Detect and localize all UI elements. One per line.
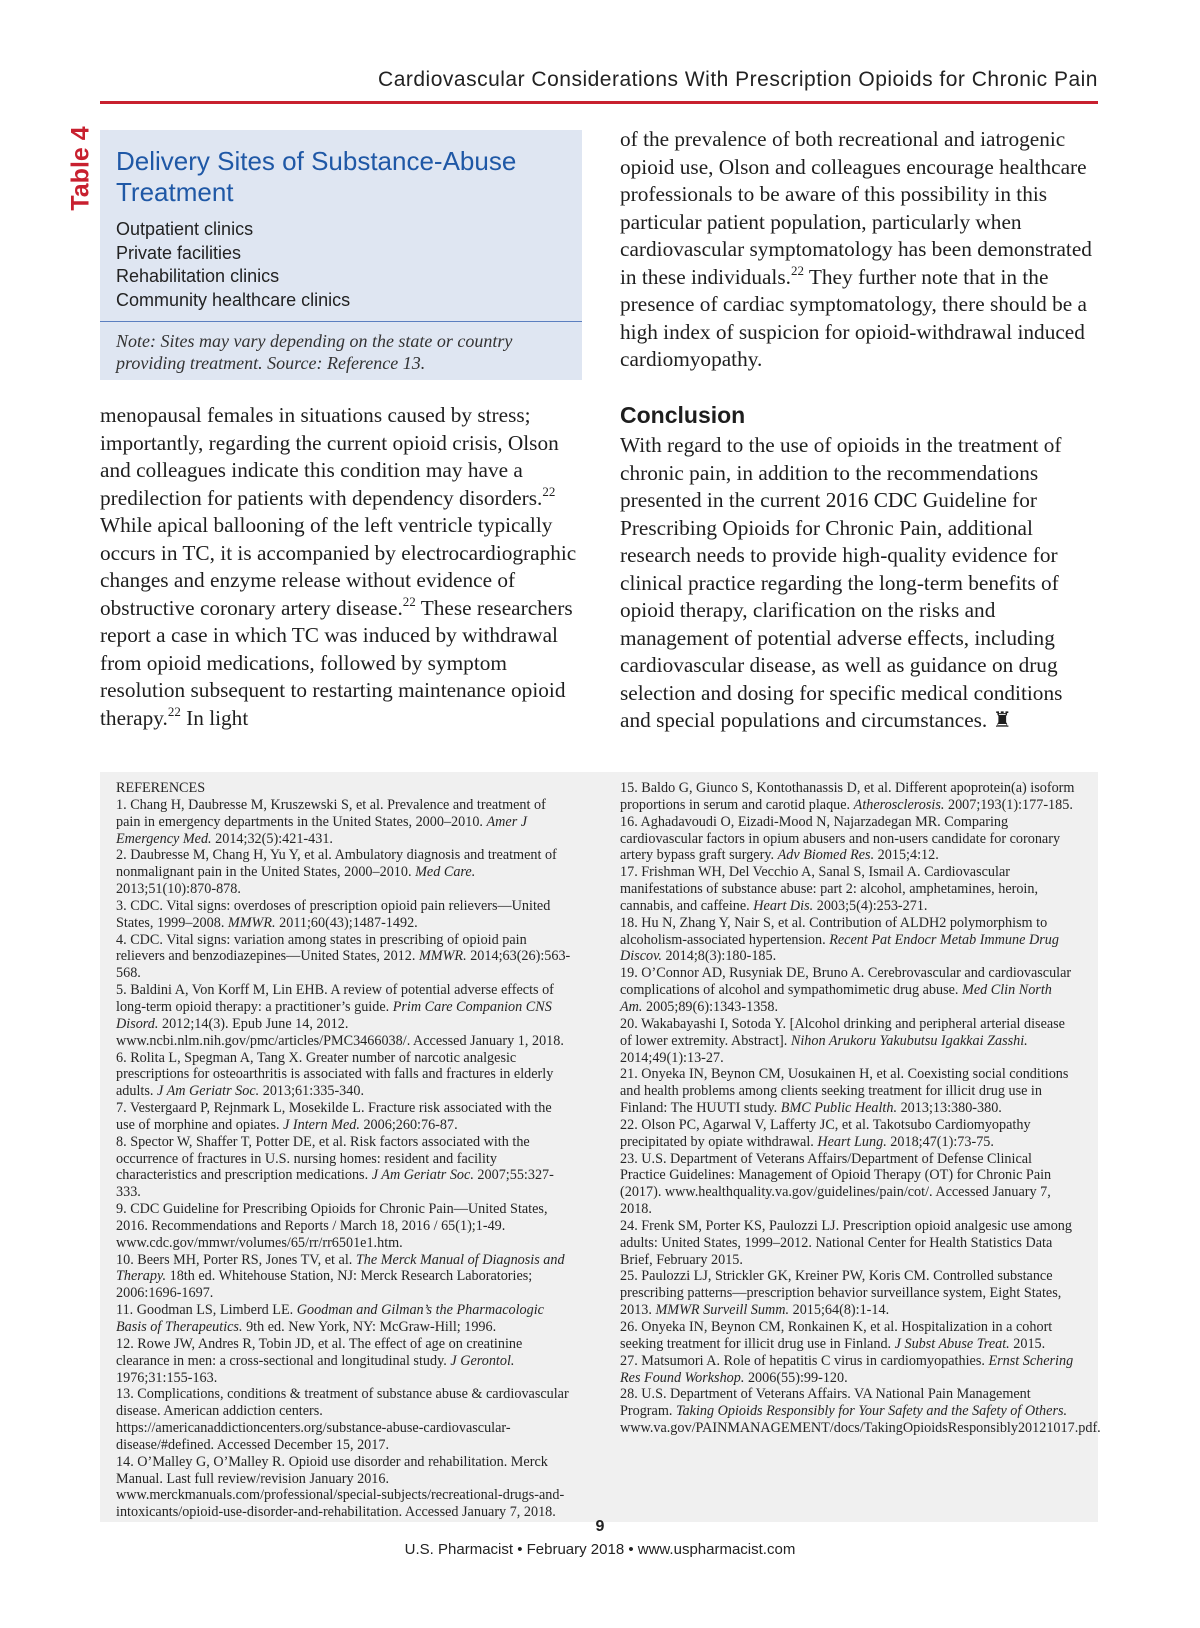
- table-title: Delivery Sites of Substance-Abuse Treatment: [116, 146, 517, 207]
- conclusion-section: [620, 400, 1098, 735]
- reference-entry: 13. Complications, conditions & treatment of substance abuse & cardiovascular disease. American addiction centers. https://americanaddictioncenters.org/substance-abuse-cardiovascular-disease/#defined. Accessed December 15, 2017.: [116, 1386, 569, 1453]
- reference-entry: 4. CDC. Vital signs: variation among states in prescribing of opioid pain relievers and benzodiazepines—United States, 2012. MMWR. 2014;63(26):563-568.: [116, 931, 571, 982]
- reference-entry: 19. O’Connor AD, Rusyniak DE, Bruno A. Cerebrovascular and cardiovascular complications of alcohol and sympathomimetic drug abuse. Med Clin North Am. 2005;89(6):1343-1358.: [620, 965, 1072, 1015]
- reference-entry: 6. Rolita L, Spegman A, Tang X. Greater number of narcotic analgesic prescriptions for osteoarthritis is associated with falls and fractures in elderly adults. J Am Geriatr Soc. 2013;61:335-340.: [116, 1049, 554, 1100]
- citation-superscript: 22: [402, 593, 416, 609]
- table-note: Note: Sites may vary depending on the state or country providing treatment. Source: Reference 13.: [116, 331, 513, 373]
- journal-title: Amer J Emergency Med.: [116, 813, 528, 847]
- journal-title: J Intern Med.: [283, 1116, 360, 1133]
- journal-title: MMWR Surveill Summ.: [655, 1302, 790, 1319]
- journal-title: Goodman and Gilman’s the Pharmacologic Basis of Therapeutics.: [116, 1302, 544, 1335]
- reference-entry: 1. Chang H, Daubresse M, Kruszewski S, et al. Prevalence and treatment of pain in emergency departments in the United States, 2000–2010. Amer J Emergency Med. 2014;32(5):421-431.: [116, 796, 546, 847]
- reference-entry: 9. CDC Guideline for Prescribing Opioids for Chronic Pain—United States, 2016. Recommendations and Reports / March 18, 2016 / 65(1);1-49. www.cdc.gov/mmwr/volumes/65/rr/rr6501e1.htm.: [116, 1201, 548, 1251]
- journal-title: Med Clin North Am.: [620, 982, 1052, 1015]
- references-panel: [100, 772, 1101, 1522]
- journal-title: BMC Public Health.: [780, 1100, 898, 1117]
- header-rule: [100, 101, 1098, 104]
- reference-entry: 16. Aghadavoudi O, Eizadi-Mood N, Najarzadegan MR. Comparing cardiovascular factors in opium abusers and non-users candidate for coronary artery bypass graft surgery. Adv Biomed Res. 2015;4:12.: [620, 813, 1061, 864]
- reference-entry: 14. O’Malley G, O’Malley R. Opioid use disorder and rehabilitation. Merck Manual. Last full review/revision January 2016. www.merckmanuals.com/professional/special-subjects/recreational-drugs-and-intoxicants/opioid-use-disorder-and-rehabilitation. Accessed January 7, 2018.: [116, 1453, 565, 1521]
- references-column-right: [620, 780, 1101, 1437]
- citation-superscript: 22: [167, 703, 181, 719]
- reference-entry: 21. Onyeka IN, Beynon CM, Uosukainen H, et al. Coexisting social conditions and health problems among clients seeking treatment for illicit drug use in Finland: The HUUTI study. BMC Public Health. 2013;13:380-380.: [620, 1066, 1069, 1117]
- journal-title: J Am Geriatr Soc.: [371, 1167, 474, 1184]
- reference-entry: 10. Beers MH, Porter RS, Jones TV, et al. The Merck Manual of Diagnosis and Therapy. 18th ed. Whitehouse Station, NJ: Merck Research Laboratories; 2006:1696-1697.: [116, 1251, 565, 1302]
- running-head: Cardiovascular Considerations With Prescription Opioids for Chronic Pain: [378, 68, 1098, 91]
- table-tag-label: Table 4: [66, 125, 95, 211]
- journal-title: J Gerontol.: [450, 1352, 515, 1369]
- reference-entry: 12. Rowe JW, Andres R, Tobin JD, et al. The effect of age on creatinine clearance in men: a cross-sectional and longitudinal study. J Gerontol. 1976;31:155-163.: [116, 1335, 523, 1386]
- references-column-left: [116, 780, 572, 1521]
- journal-title: Adv Biomed Res.: [777, 847, 875, 864]
- page-number: 9: [595, 1518, 605, 1535]
- reference-entry: 3. CDC. Vital signs: overdoses of prescription opioid pain relievers—United States, 1999–2008. MMWR. 2011;60(43);1487-1492.: [116, 897, 551, 931]
- reference-entry: 23. U.S. Department of Veterans Affairs/Department of Defense Clinical Practice Guidelines: Management of Opioid Therapy (OT) for Chronic Pain (2017). www.healthquality.va.gov/guidelines/pain/cot/. Accessed January 7, 2018.: [620, 1150, 1052, 1218]
- references-list-right: [620, 780, 1101, 1437]
- journal-title: Atherosclerosis.: [853, 796, 945, 813]
- table-list-item: Community healthcare clinics: [116, 289, 351, 310]
- reference-entry: 7. Vestergaard P, Rejnmark L, Mosekilde L. Fracture risk associated with the use of morphine and opiates. J Intern Med. 2006;260:76-87.: [116, 1100, 552, 1133]
- journal-title: Heart Lung.: [817, 1133, 887, 1150]
- reference-entry: 26. Onyeka IN, Beynon CM, Ronkainen K, et al. Hospitalization in a cohort seeking treatment for illicit drug use in Finland. J Subst Abuse Treat. 2015.: [620, 1319, 1053, 1352]
- reference-entry: 25. Paulozzi LJ, Strickler GK, Kreiner PW, Koris CM. Controlled substance prescribing patterns—prescription behavior surveillance system, Eight States, 2013. MMWR Surveill Summ. 2015;64(8):1-14.: [620, 1268, 1062, 1319]
- publication-footer: U.S. Pharmacist • February 2018 • www.uspharmacist.com: [404, 1541, 796, 1558]
- journal-title: Recent Pat Endocr Metab Immune Drug Discov.: [620, 931, 1059, 965]
- conclusion-heading: Conclusion: [620, 402, 746, 428]
- reference-entry: 8. Spector W, Shaffer T, Potter DE, et al. Risk factors associated with the occurrence of fractures in U.S. nursing homes: resident and facility characteristics and prescription medications. J Am Geriatr Soc. 2007;55:327-333.: [116, 1133, 554, 1201]
- reference-entry: 15. Baldo G, Giunco S, Kontothanassis D, et al. Different apoprotein(a) isoform proportions in serum and carotid plaque. Atherosclerosis. 2007;193(1):177-185.: [620, 780, 1075, 813]
- reference-entry: 27. Matsumori A. Role of hepatitis C virus in cardiomyopathies. Ernst Schering Res Found Workshop. 2006(55):99-120.: [620, 1352, 1074, 1386]
- journal-title: MMWR.: [227, 914, 276, 931]
- table-list-item: Private facilities: [116, 242, 242, 263]
- table-list: [116, 218, 350, 312]
- table-tag: [62, 125, 100, 211]
- journal-title: Med Care.: [415, 864, 476, 881]
- body-paragraph-left: menopausal females in situations caused by stress; importantly, regarding the current opioid crisis, Olson and colleagues indicate this condition may have a predilection for patients with dependency disorders.$^{22}$ While apical ballooning of the left ventricle typically occurs in TC, it is accompanied by electrocardiographic changes and enzyme release without evidence of obstructive coronary artery disease.$^{22}$ These researchers report a case in which TC was induced by withdrawal from opioid medications, followed by symptom resolution subsequent to restarting maintenance opioid therapy.$^{22}$ In light: [100, 403, 577, 730]
- journal-title: J Am Geriatr Soc.: [156, 1083, 260, 1100]
- reference-entry: 24. Frenk SM, Porter KS, Paulozzi LJ. Prescription opioid analgesic use among adults: United States, 1999–2012. National Center for Health Statistics Data Brief, February 2015.: [620, 1217, 1072, 1268]
- conclusion-paragraph: With regard to the use of opioids in the treatment of chronic pain, in addition to the recommendations presented in the current 2016 CDC Guideline for Prescribing Opioids for Chronic Pain, additional research needs to provide high-quality evidence for clinical practice regarding the long-term benefits of opioid therapy, clarification on the risks and management of potential adverse effects, including cardiovascular disease, as well as guidance on drug selection and dosing for specific medical conditions and special populations and circumstances. ♜: [620, 433, 1063, 732]
- journal-title: Heart Dis.: [753, 897, 814, 914]
- reference-entry: 17. Frishman WH, Del Vecchio A, Sanal S, Ismail A. Cardiovascular manifestations of substance abuse: part 2: alcohol, amphetamines, heroin, cannabis, and caffeine. Heart Dis. 2003;5(4):253-271.: [620, 864, 1039, 914]
- reference-entry: 11. Goodman LS, Limberd LE. Goodman and Gilman’s the Pharmacologic Basis of Therapeutics. 9th ed. New York, NY: McGraw-Hill; 1996.: [116, 1302, 544, 1335]
- journal-title: Ernst Schering Res Found Workshop.: [620, 1352, 1074, 1386]
- reference-entry: 18. Hu N, Zhang Y, Nair S, et al. Contribution of ALDH2 polymorphism to alcoholism-associated hypertension. Recent Pat Endocr Metab Immune Drug Discov. 2014;8(3):180-185.: [620, 914, 1059, 965]
- table-list-item: Rehabilitation clinics: [116, 266, 280, 286]
- journal-title: Nihon Arukoru Yakubutsu Igakkai Zasshi.: [790, 1032, 1028, 1049]
- journal-title: MMWR.: [418, 948, 467, 965]
- body-paragraph-right: of the prevalence of both recreational and iatrogenic opioid use, Olson and colleagues encourage healthcare professionals to be aware of this possibility in this particular patient population, particularly when cardiovascular symptomatology has been demonstrated in these individuals.$^{22}$ They further note that in the presence of cardiac symptomatology, there should be a high index of suspicion for opioid-withdrawal induced cardiomyopathy.: [620, 127, 1092, 371]
- table-divider: [100, 321, 582, 322]
- references-heading: REFERENCES: [116, 780, 206, 796]
- references-list-left: [116, 797, 572, 1521]
- table-box: [100, 130, 582, 380]
- journal-title: J Subst Abuse Treat.: [894, 1335, 1010, 1352]
- citation-superscript: 22: [790, 262, 804, 278]
- journal-title: The Merck Manual of Diagnosis and Therapy.: [116, 1251, 565, 1285]
- citation-superscript: 22: [542, 483, 556, 499]
- reference-entry: 22. Olson PC, Agarwal V, Lafferty JC, et al. Takotsubo Cardiomyopathy precipitated by opiate withdrawal. Heart Lung. 2018;47(1):73-75.: [620, 1116, 1031, 1150]
- table-list-item: Outpatient clinics: [116, 219, 254, 239]
- reference-entry: 5. Baldini A, Von Korff M, Lin EHB. A review of potential adverse effects of long-term opioid therapy: a practitioner’s guide. Prim Care Companion CNS Disord. 2012;14(3). Epub June 14, 2012. www.ncbi.nlm.nih.gov/pmc/articles/PMC3466038/. Accessed January 1, 2018.: [116, 982, 564, 1049]
- reference-entry: 28. U.S. Department of Veterans Affairs. VA National Pain Management Program. Taking Opioids Responsibly for Your Safety and the Safety of Others. www.va.gov/PAINMANAGEMENT/docs/TakingOpioidsResponsibly20121017.pdf.: [620, 1386, 1101, 1437]
- journal-title: Prim Care Companion CNS Disord.: [116, 998, 552, 1032]
- reference-entry: 2. Daubresse M, Chang H, Yu Y, et al. Ambulatory diagnosis and treatment of nonmalignant pain in the United States, 2000–2010. Med Care. 2013;51(10):870-878.: [116, 847, 557, 898]
- reference-entry: 20. Wakabayashi I, Sotoda Y. [Alcohol drinking and peripheral arterial disease of lower extremity. Abstract]. Nihon Arukoru Yakubutsu Igakkai Zasshi. 2014;49(1):13-27.: [620, 1015, 1065, 1066]
- journal-title: Taking Opioids Responsibly for Your Safety and the Safety of Others.: [675, 1403, 1068, 1420]
